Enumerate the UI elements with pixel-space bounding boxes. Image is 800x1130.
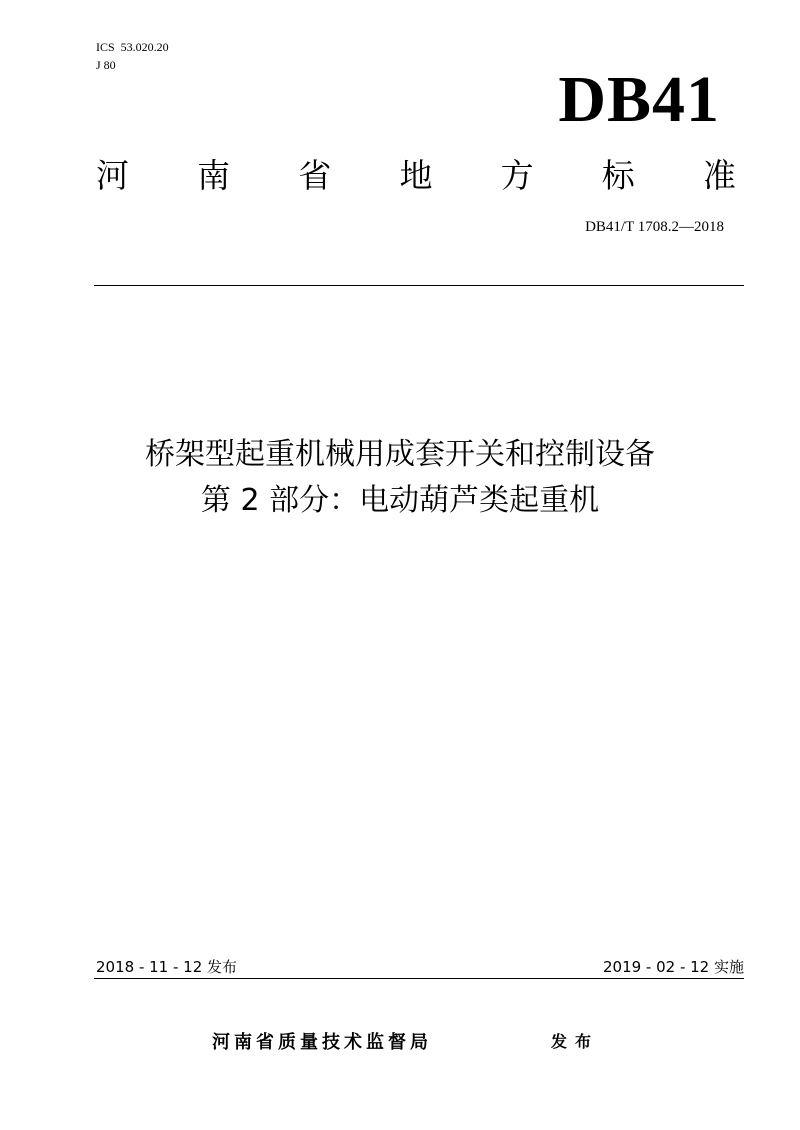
issuing-authority: 河南省质量技术监督局 — [212, 1032, 432, 1053]
standard-type-char: 省 — [298, 156, 332, 195]
standard-type-char: 地 — [399, 156, 433, 195]
ccs-code: J 80 — [96, 58, 116, 72]
ics-code: ICS 53.020.20 — [96, 40, 169, 54]
standard-type-char: 河 — [96, 156, 129, 195]
effective-date: 2019 - 02 - 12 实施 — [602, 958, 744, 976]
issue-action: 发布 — [551, 1032, 600, 1051]
classification-codes — [96, 38, 169, 74]
top-divider — [94, 285, 744, 286]
document-subtitle: 第 2 部分：电动葫芦类起重机 — [200, 483, 600, 518]
standard-type-char: 方 — [500, 156, 534, 195]
standard-type-char: 南 — [197, 156, 231, 195]
document-title: 桥架型起重机械用成套开关和控制设备 — [145, 437, 655, 472]
standard-type-char: 准 — [702, 156, 736, 195]
bottom-divider — [94, 978, 744, 979]
standard-logo: DB41 — [558, 63, 720, 136]
standard-number: DB41/T 1708.2—2018 — [585, 219, 724, 235]
standard-type-title — [96, 152, 736, 200]
issue-date: 2018 - 11 - 12 发布 — [96, 958, 238, 976]
standard-type-char: 标 — [601, 156, 635, 195]
